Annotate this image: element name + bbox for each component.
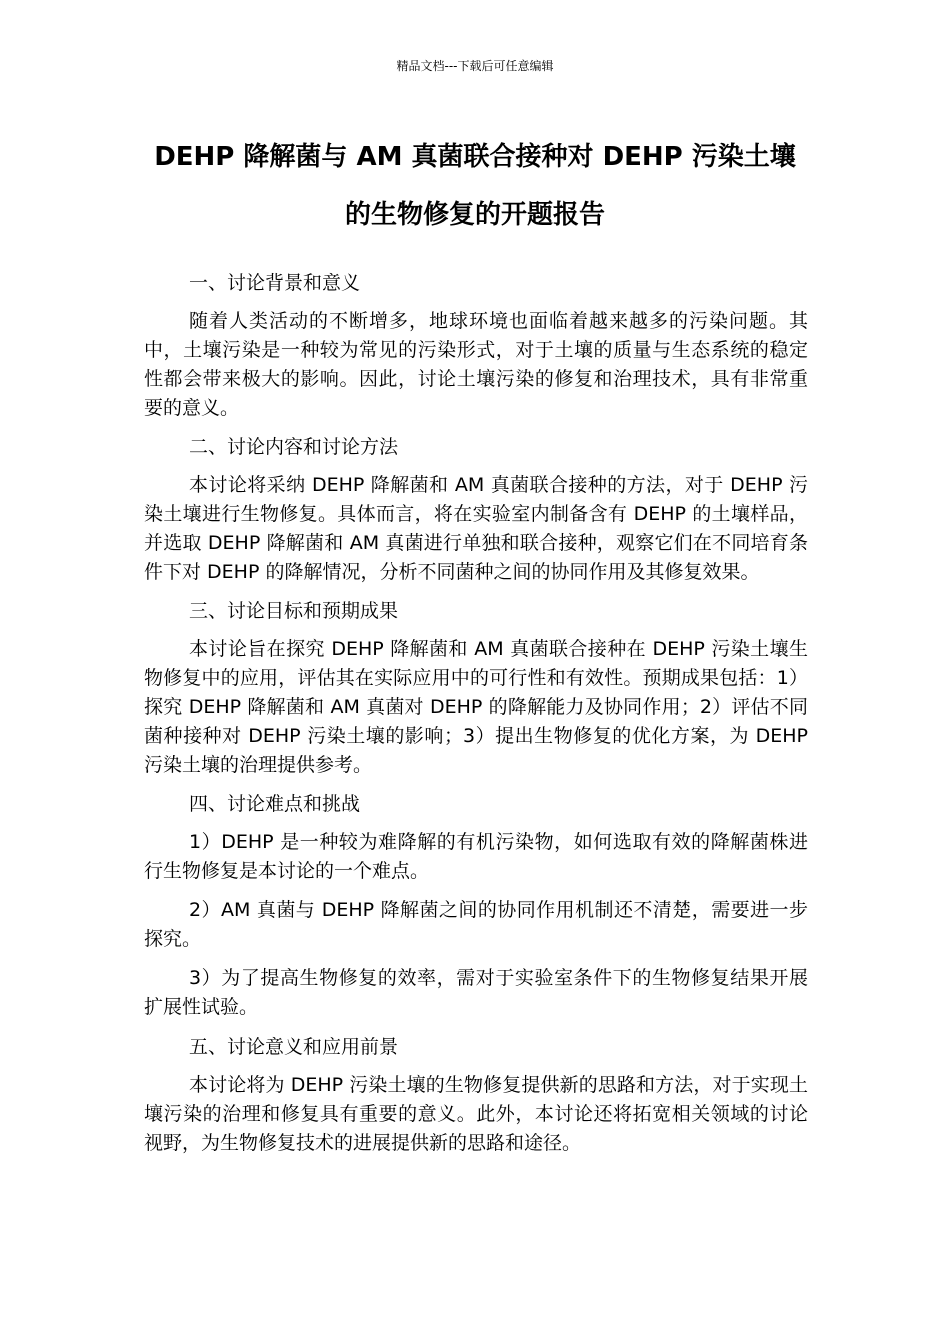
- header-note: 精品文档---下载后可任意编辑: [396, 59, 554, 73]
- body-paragraph: 本讨论旨在探究 DEHP 降解菌和 AM 真菌联合接种在 DEHP 污染土壤生物修复中的应用，评估其在实际应用中的可行性和有效性。预期成果包括：1）探究 DEHP 降解菌和 AM 真菌对 DEHP 的降解能力及协同作用；2）评估不同菌种接种对 DEHP 污染土壤的影响；3）提出生物修复的优化方案，为 DEHP 污染土壤的治理提供参考。: [144, 638, 808, 776]
- section-heading: 五、讨论意义和应用前景: [189, 1036, 399, 1058]
- challenge-item-2: 2）AM 真菌与 DEHP 降解菌之间的协同作用机制还不清楚，需要进一步探究。: [144, 899, 808, 950]
- section-content-methods: [144, 432, 808, 587]
- body-paragraph: 本讨论将采纳 DEHP 降解菌和 AM 真菌联合接种的方法，对于 DEHP 污染土壤进行生物修复。具体而言，将在实验室内制备含有 DEHP 的土壤样品，并选取 DEHP 降解菌和 AM 真菌进行单独和联合接种，观察它们在不同培育条件下对 DEHP 的降解情况，分析不同菌种之间的协同作用及其修复效果。: [144, 474, 808, 583]
- section-heading: 二、讨论内容和讨论方法: [189, 436, 399, 458]
- title-line-2: 的生物修复的开题报告: [344, 200, 605, 230]
- section-goals: [144, 596, 808, 780]
- section-significance: [144, 1032, 808, 1158]
- section-heading: 四、讨论难点和挑战: [189, 793, 361, 815]
- title-line-1: DEHP 降解菌与 AM 真菌联合接种对 DEHP 污染土壤: [154, 142, 796, 172]
- section-heading: 三、讨论目标和预期成果: [189, 600, 399, 622]
- challenge-item-1: 1）DEHP 是一种较为难降解的有机污染物，如何选取有效的降解菌株进行生物修复是本讨论的一个难点。: [144, 831, 808, 882]
- body-paragraph: 随着人类活动的不断增多，地球环境也面临着越来越多的污染问题。其中，土壤污染是一种较为常见的污染形式，对于土壤的质量与生态系统的稳定性都会带来极大的影响。因此，讨论土壤污染的修复和治理技术，具有非常重要的意义。: [144, 310, 808, 419]
- document-body: [144, 268, 808, 1167]
- section-heading: 一、讨论背景和意义: [189, 272, 361, 294]
- section-challenges: [144, 789, 808, 1022]
- section-background: [144, 268, 808, 423]
- body-paragraph: 本讨论将为 DEHP 污染土壤的生物修复提供新的思路和方法，对于实现土壤污染的治理和修复具有重要的意义。此外，本讨论还将拓宽相关领域的讨论视野，为生物修复技术的进展提供新的思路和途径。: [144, 1074, 808, 1154]
- challenge-item-3: 3）为了提高生物修复的效率，需对于实验室条件下的生物修复结果开展扩展性试验。: [144, 967, 808, 1018]
- document-title: [130, 128, 820, 244]
